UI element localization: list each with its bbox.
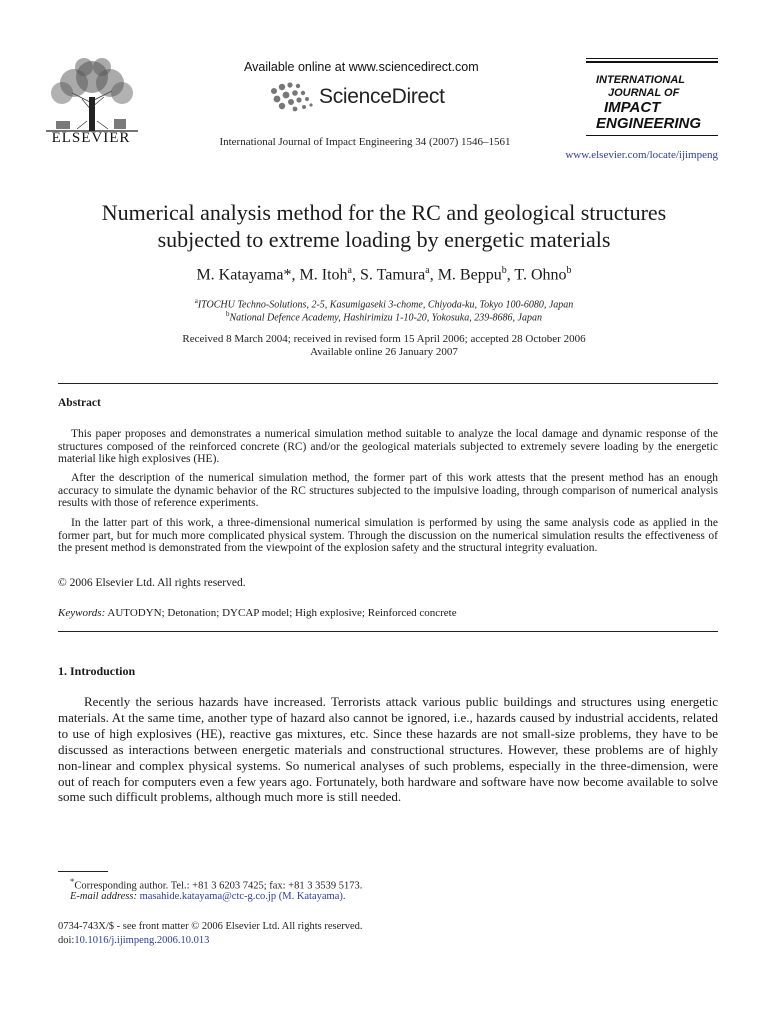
doi-label: doi: bbox=[58, 935, 75, 946]
keywords-label: Keywords: bbox=[58, 607, 106, 619]
author-separator: , bbox=[429, 266, 438, 284]
email-owner: (M. Katayama). bbox=[276, 891, 346, 902]
issn-line: 0734-743X/$ - see front matter © 2006 Elsevier Ltd. All rights reserved. bbox=[58, 921, 363, 932]
footnote-mark: * bbox=[70, 876, 75, 886]
journal-title-box bbox=[586, 58, 718, 138]
doi-link[interactable]: 10.1016/j.ijimpeng.2006.10.013 bbox=[74, 935, 210, 946]
journal-box-rule bbox=[586, 58, 718, 59]
article-title-line: Numerical analysis method for the RC and geological structures bbox=[101, 200, 667, 225]
available-date: Available online 26 January 2007 bbox=[310, 346, 458, 358]
keywords bbox=[58, 607, 457, 619]
abstract-paragraph: In the latter part of this work, a three-dimensional numerical simulation is performed by using the same analysis code as applied in the former part, but for much more complicated physical system. Through the discussion on the numerical simulation results the effectiveness of the present method is demonstrated from the viewpoint of the explosion safety and the structural integrity evaluation. bbox=[58, 517, 718, 555]
affiliation-mark: a bbox=[194, 297, 198, 305]
author-separator: , bbox=[351, 266, 360, 284]
journal-box-rule bbox=[586, 135, 718, 136]
author-separator: , bbox=[506, 266, 515, 284]
article-title bbox=[40, 199, 728, 253]
corresponding-author-footnote bbox=[70, 876, 362, 892]
article-title-line: subjected to extreme loading by energetic materials bbox=[157, 227, 611, 252]
available-online-text: Available online at www.sciencedirect.com bbox=[244, 60, 479, 74]
keywords-list: AUTODYN; Detonation; DYCAP model; High explosive; Reinforced concrete bbox=[107, 607, 457, 619]
author-name[interactable]: M. Katayama bbox=[196, 266, 284, 284]
affiliation-mark: b bbox=[226, 310, 230, 318]
footnote-contact: Corresponding author. Tel.: +81 3 6203 7425; fax: +81 3 3539 5173. bbox=[74, 880, 363, 892]
journal-title-line: IMPACT bbox=[604, 98, 661, 116]
sciencedirect-brand-text: ScienceDirect bbox=[319, 85, 445, 108]
received-dates: Received 8 March 2004; received in revised form 15 April 2006; accepted 28 October 2006 bbox=[182, 333, 586, 345]
author-name[interactable]: S. Tamura bbox=[359, 266, 426, 284]
affiliation-b bbox=[40, 310, 728, 323]
abstract-paragraph: This paper proposes and demonstrates a numerical simulation method suitable to analyze the local damage and dynamic response of the structures composed of the reinforced concrete (RC) and/or the geological materials subjected to extremely severe loading by the energetic material like high explosives (HE). bbox=[58, 428, 718, 466]
footnote-rule bbox=[58, 871, 108, 872]
abstract-heading: Abstract bbox=[58, 397, 101, 409]
journal-title-line: JOURNAL OF bbox=[608, 86, 680, 99]
author-name[interactable]: M. Itoh bbox=[299, 266, 348, 284]
affiliation-text: ITOCHU Techno-Solutions, 2-5, Kasumigaseki 3-chome, Chiyoda-ku, Tokyo 100-6080, Japan bbox=[197, 299, 574, 311]
divider bbox=[58, 383, 718, 384]
abstract-paragraph: After the description of the numerical simulation method, the former part of this work attests that the present method has an enough accuracy to simulate the dynamic behavior of the RC structures subjected to the impulsive loading, through comparison of numerical analysis results with those of reference experiments. bbox=[58, 472, 718, 510]
sciencedirect-dots-icon bbox=[268, 81, 316, 113]
introduction-paragraph: Recently the serious hazards have increased. Terrorists attack various public buildings and structures using energetic materials. At the same time, another type of hazard also cannot be ignored, i.e., hazards caused by industrial accidents, related to use of high explosives (HE), reactive gas mixtures, etc. Since these hazards are not small-size problems, they have to be discussed as interactions between energetic materials and constructional structures. However, these problems are of highly non-linear and complex physical systems. So numerical analyses of such problems, especially in the three-dimension, were out of reach for computers even a few years ago. Fortunately, both hardware and software have now become available to solve some such difficult problems, although much more is still needed. bbox=[58, 694, 718, 805]
affiliation-text: National Defence Academy, Hashirimizu 1-10-20, Yokosuka, 239-8686, Japan bbox=[229, 312, 542, 324]
author-name[interactable]: M. Beppu bbox=[437, 266, 502, 284]
email-label: E-mail address: bbox=[70, 891, 137, 902]
affiliation-mark: b bbox=[501, 265, 507, 276]
sciencedirect-brand[interactable] bbox=[268, 80, 445, 114]
author-mark: *, bbox=[283, 266, 300, 284]
journal-title-line: ENGINEERING bbox=[596, 114, 702, 132]
publisher-wordmark: ELSEVIER bbox=[51, 130, 131, 146]
affiliation-mark: a bbox=[347, 265, 352, 276]
email-footnote bbox=[70, 891, 346, 902]
section-heading: 1. Introduction bbox=[58, 664, 136, 678]
email-link[interactable]: masahide.katayama@ctc-g.co.jp bbox=[139, 891, 277, 902]
journal-citation: International Journal of Impact Engineering 34 (2007) 1546–1561 bbox=[219, 136, 511, 148]
elsevier-tree-logo-icon bbox=[42, 55, 142, 133]
journal-title-line: INTERNATIONAL bbox=[596, 73, 686, 86]
journal-url-link[interactable]: www.elsevier.com/locate/ijimpeng bbox=[565, 149, 718, 161]
author-list bbox=[40, 265, 728, 284]
copyright-notice: © 2006 Elsevier Ltd. All rights reserved. bbox=[58, 577, 246, 589]
journal-box-rule bbox=[586, 61, 718, 62]
doi-line bbox=[58, 935, 209, 946]
affiliation-mark: a bbox=[425, 265, 430, 276]
affiliation-mark: b bbox=[566, 265, 572, 276]
divider bbox=[58, 631, 718, 632]
affiliation-a bbox=[40, 297, 728, 310]
author-name[interactable]: T. Ohno bbox=[514, 266, 567, 284]
